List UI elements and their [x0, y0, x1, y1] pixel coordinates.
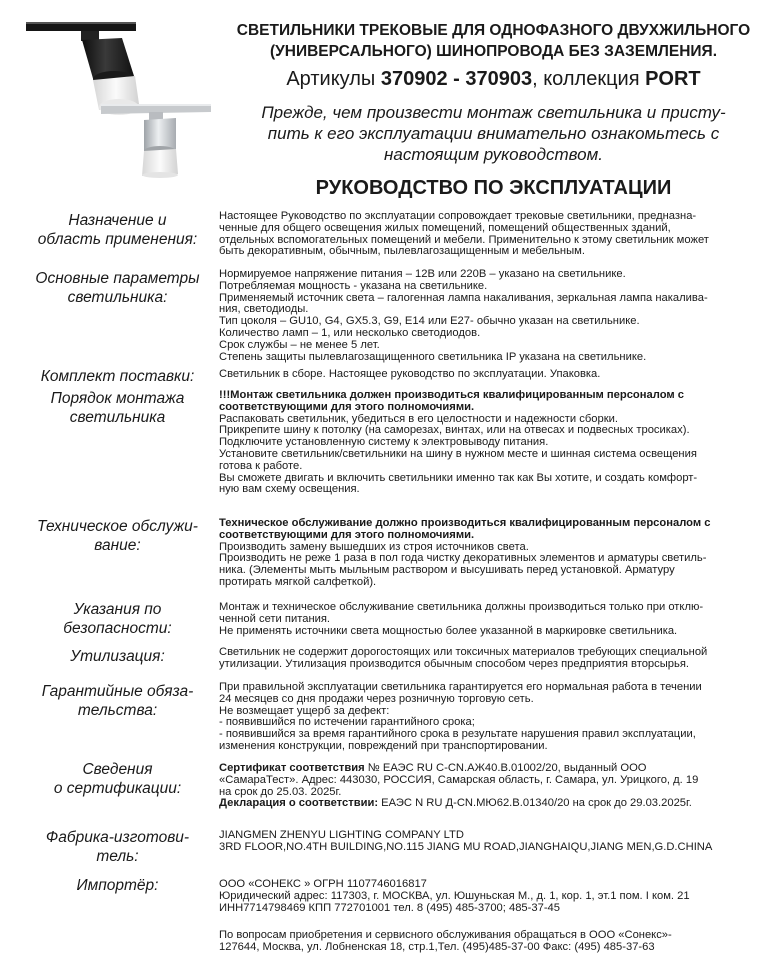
text-service: Техническое обслуживание должно производиться квалифицированным персоналом с соответствующими для этого полномочиями. Производить замену вышедших из строя источников света. Производить не реже 1 раза в пол года чистку декоративных элементов и арматуры светиль- ника. (Элементы мыть мыльным раствором и высушивать перед установкой. Арматуру протирать мягкой салфеткой).: [219, 517, 711, 588]
label-safety: Указания по безопасности:: [63, 601, 172, 637]
text-importer: ООО «СОНЕКС » ОГРН 1107746016817 Юридический адрес: 117303, г. МОСКВА, ул. Юшуньская М., д. 1, кор. 1, эт.1 пом. I ком. 21 ИНН7714798469 КПП 772701001 тел. 8 (495) 485-3700; 485-37-45: [219, 878, 690, 914]
article-prefix: Артикулы: [286, 68, 381, 90]
label-params: Основные параметры светильника:: [35, 270, 200, 306]
label-cert: Сведения о сертификации:: [53, 761, 182, 797]
text-install: !!!Монтаж светильника должен производиться квалифицированным персоналом с соответствующими для этого полномочиями. Распаковать светильник, убедиться в его целостности и надежности сборки. Прикрепите шину к потолку (на саморезах, винтах, или на отвесах и подвесных тросиках). Подключите установленную систему к электровыводу питания. Установите светильник/светильники на шину в нужном месте и шинная система освещения готова к работе. Вы сможете двигать и включить светильники именно так как Вы хотите, и создать комфорт- ную вам схему освещения.: [219, 389, 698, 496]
intro-line-3: настоящим руководством.: [384, 145, 603, 164]
silver-spotlight: [142, 112, 178, 178]
text-disposal: Светильник не содержит дорогостоящих или токсичных материалов требующих специальной утилизации. Утилизация производится обычным способом через предприятия вторсырья.: [219, 646, 708, 670]
label-service: Техническое обслужи- вание:: [37, 518, 198, 554]
intro-line-2: пить к его эксплуатации внимательно ознакомьтесь с: [267, 124, 720, 143]
collection-name: PORT: [645, 68, 701, 90]
intro-line-1: Прежде, чем произвести монтаж светильника и присту-: [261, 103, 726, 122]
label-disposal: Утилизация:: [70, 648, 165, 665]
black-track: [26, 22, 136, 31]
text-factory: JIANGMEN ZHENYU LIGHTING COMPANY LTD 3RD FLOOR,NO.4TH BUILDING,NO.115 JIANG MU ROAD,JIANGHAIQU,JIANG MEN,G.D.CHINA: [219, 829, 713, 853]
label-warranty: Гарантийные обяза- тельства:: [41, 683, 194, 719]
label-purpose: Назначение и область применения:: [37, 212, 198, 248]
article-mid: , коллекция: [532, 68, 646, 90]
text-contacts: По вопросам приобретения и сервисного обслуживания обращаться в ООО «Сонекс»- 127644, Москва, ул. Лобненская 18, стр.1,Тел. (495)485-37-00 Факс: (495) 485-37-63: [219, 929, 672, 953]
title-line-2: (УНИВЕРСАЛЬНОГО) ШИНОПРОВОДА БЕЗ ЗАЗЕМЛЕНИЯ.: [269, 43, 718, 60]
label-importer: Импортёр:: [76, 877, 159, 894]
product-photo: [26, 18, 211, 178]
text-safety: Монтаж и техническое обслуживание светильника должны производиться только при отклю- ченной сети питания. Не применять источники света мощностью более указанной в маркировке светильника.: [219, 601, 704, 637]
text-kit: Светильник в сборе. Настоящее руководство по эксплуатации. Упаковка.: [219, 368, 601, 380]
black-spotlight: [81, 31, 139, 115]
article-numbers: 370902 - 370903: [380, 68, 533, 90]
text-params: Нормируемое напряжение питания – 12В или 220В – указано на светильнике. Потребляемая мощность - указана на светильнике. Применяемый источник света – галогенная лампа накаливания, зеркальная лампа накалива- ния, светодиоды. Тип цоколя – GU10, G4, GX5.3, G9, E14 или E27- обычно указан на светильнике. Количество ламп – 1, или несколько светодиодов. Срок службы – не менее 5 лет. Степень защиты пылевлагозащищенного светильника IP указана на светильнике.: [219, 268, 708, 363]
label-kit: Комплект поставки:: [40, 368, 195, 385]
label-install: Порядок монтажа светильника: [50, 390, 185, 426]
article-line: [212, 68, 775, 91]
title-line-1: СВЕТИЛЬНИКИ ТРЕКОВЫЕ ДЛЯ ОДНОФАЗНОГО ДВУХЖИЛЬНОГО: [236, 22, 751, 39]
text-warranty: При правильной эксплуатации светильника гарантируется его нормальная работа в течении 24 месяцев со дня продажи через розничную торговую сеть. Не возмещает ущерб за дефект: - появившийся по истечении гарантийного срока; - появившийся за время гарантийного срока в результате нарушения правил эксплуатации, изменения конструкции, повреждений при транспортировании.: [219, 681, 702, 752]
text-purpose: Настоящее Руководство по эксплуатации сопровождает трековые светильники, предназна- ченные для общего освещения жилых помещений, помещений общественных зданий, отдельных вспомогательных помещений и мебели. Применительно к этому светильник может быть декоративным, обычным, пылевлагозащищенным и мебельным.: [219, 210, 709, 258]
manual-title: РУКОВОДСТВО ПО ЭКСПЛУАТАЦИИ: [315, 177, 672, 199]
label-factory: Фабрика-изготови- тель:: [45, 829, 190, 865]
text-cert: Сертификат соответствия № ЕАЭС RU C-CN.АЖ40.В.01002/20, выданный ООО «СамараТест». Адрес: 443030, РОССИЯ, Самарская область, г. Самара, ул. Урицкого, д. 19 на срок до 25.03. 2025г. Декларация о соответствии: ЕАЭС N RU Д-CN.МЮ62.В.01340/20 на срок до 29.03.2025г.: [219, 762, 699, 810]
